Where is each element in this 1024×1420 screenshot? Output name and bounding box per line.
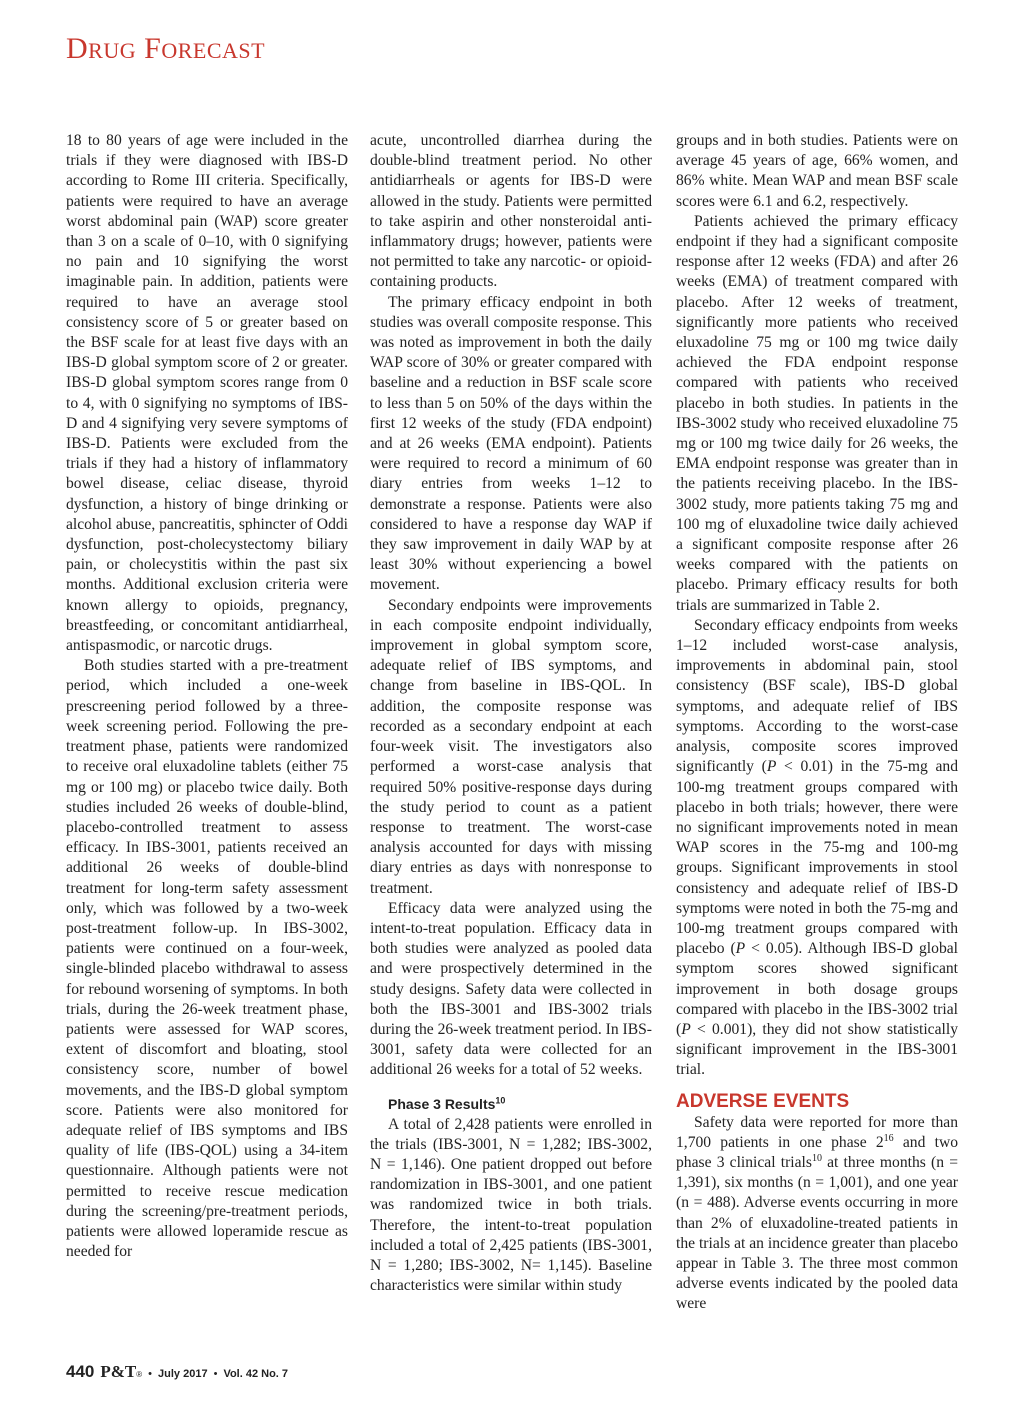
column-1: [66, 131, 348, 1262]
running-header: DRUG FORECAST: [66, 32, 266, 65]
paragraph: The primary efficacy endpoint in both studies was overall composite response. This was noted as improvement in both the daily WAP score of 30% or greater compared with baseline and a reduction in BSF scale score to less than 5 on 50% of the days within the first 12 weeks of the study (FDA endpoint) and at 26 weeks (EMA endpoint). Patients were required to record a minimum of 60 diary entries from weeks 1–12 to demonstrate a response. Patients were also considered to have a response day WAP if they saw improvement in daily WAP by at least 30% without experiencing a bowel movement.: [370, 293, 652, 594]
paragraph: Secondary efficacy endpoints from weeks 1–12 included worst-case analysis, improvements in abdominal pain, stool consistency (BSF scale), IBS-D global symptoms, and adequate relief of IBS symptoms. According to the worst-case analysis, composite scores improved significantly (P < 0.01) in the 75-mg and 100-mg treatment groups compared with placebo in both trials; however, there were no significant improvements noted in mean WAP scores in the 75-mg and 100-mg groups. Significant improvements in stool consistency and adequate relief of IBS-D symptoms were noted in both the 75-mg and 100-mg treatment groups compared with placebo (P < 0.05). Although IBS-D global symptom scores showed significant improvement in both dosage groups compared with placebo in the IBS-3002 trial (P < 0.001), they did not show statistically significant improvement in the IBS-3001 trial.: [676, 616, 958, 1079]
paragraph: Efficacy data were analyzed using the intent-to-treat population. Efficacy data in both studies were analyzed as pooled data and were prospectively determined in the study designs. Safety data were collected in both the IBS-3001 and IBS-3002 trials during the 26-week treatment period. In IBS-3001, safety data were collected for an additional 26 weeks for a total of 52 weeks.: [370, 899, 652, 1079]
column-2: [370, 131, 652, 1296]
column-3: [676, 131, 958, 1315]
paragraph: groups and in both studies. Patients were on average 45 years of age, 66% women, and 86% white. Mean WAP and mean BSF scale scores were 6.1 and 6.2, respectively.: [676, 132, 958, 210]
paragraph: Safety data were reported for more than 1,700 patients in one phase $2^{16}$ and two phase 3 clinical trials$^{10}$ at three months (n = 1,391), six months (n = 1,001), and one year (n = 488). Adverse events occurring in more than 2% of eluxadoline-treated patients in the trials at an incidence greater than placebo appear in Table 3. The three most common adverse events indicated by the pooled data were: [676, 1113, 959, 1313]
issue-date: July 2017: [158, 1368, 208, 1380]
citation-ref: 10: [811, 1152, 822, 1164]
page-footer: [66, 1362, 288, 1382]
separator: •: [148, 1368, 153, 1380]
separator: •: [213, 1368, 218, 1380]
section-heading-adverse-events: ADVERSE EVENTS: [676, 1090, 850, 1112]
page-number: 440: [66, 1362, 95, 1381]
paragraph: A total of 2,428 patients were enrolled in the trials (IBS-3001, N = 1,282; IBS-3002, N = 1,146). One patient dropped out before randomization in IBS-3001, and one patient was randomized twice in both trials. Therefore, the intent-to-treat population included a total of 2,425 patients (IBS-3001, N = 1,280; IBS-3002, N= 1,145). Baseline characteristics were similar within study: [370, 1115, 652, 1295]
paragraph: Both studies started with a pre-treatment period, which included a one-week prescreening period followed by a three-week screening period. Following the pre-treatment phase, patients were randomized to receive oral eluxadoline tablets (either 75 mg or 100 mg) or placebo twice daily. Both studies included 26 weeks of double-blind, placebo-controlled treatment to assess efficacy. In IBS-3001, patients received an additional 26 weeks of double-blind treatment for long-term safety assessment only, which was followed by a two-week post-treatment follow-up. In IBS-3002, patients were continued on a four-week, single-blinded placebo withdrawal to assess for rebound worsening of symptoms. In both trials, during the 26-week treatment phase, patients were assessed for WAP scores, extent of discomfort and bloating, stool consistency score, number of bowel movements, and the IBS-D global symptom score. Patients were also monitored for adequate relief of IBS symptoms and IBS quality of life (IBS-QOL) using a 34-item questionnaire. Although patients were not permitted to receive rescue medication during the screening/pre-treatment periods, patients were allowed loperamide rescue as needed for: [66, 657, 348, 1261]
citation-ref: 10: [495, 1094, 506, 1105]
volume-info: Vol. 42 No. 7: [223, 1368, 289, 1380]
subheading-phase3-results: Phase 3 Results$^{10}$: [388, 1094, 506, 1112]
paragraph: Secondary endpoints were improvements in each composite endpoint individually, improvement in global symptom score, adequate relief of IBS symptoms, and change from baseline in IBS-QOL. In addition, the composite response was recorded as a secondary endpoint at each four-week visit. The investigators also performed a worst-case analysis that required 50% positive-response days during the study period to count as a patient response to treatment. The worst-case analysis accounted for days with missing diary entries as days with nonresponse to treatment.: [370, 596, 652, 897]
paragraph: acute, uncontrolled diarrhea during the double-blind treatment period. No other antidiarrheals or agents for IBS-D were allowed in the study. Patients were permitted to take aspirin and other nonsteroidal anti-inflammatory drugs; however, patients were not permitted to take any narcotic- or opioid-containing products.: [370, 132, 652, 291]
paragraph: 18 to 80 years of age were included in the trials if they were diagnosed with IBS-D according to Rome III criteria. Specifically, patients were required to have an average worst abdominal pain (WAP) score greater than 3 on a scale of 0–10, with 0 signifying no pain and 10 signifying the worst imaginable pain. In addition, patients were required to have an average stool consistency score of 5 or greater based on the BSF scale for at least five days with an IBS-D global symptom score of 2 or greater. IBS-D global symptom scores range from 0 to 4, with 0 signifying no symptoms of IBS-D and 4 signifying very severe symptoms of IBS-D. Patients were excluded from the trials if they had a history of inflammatory bowel disease, celiac disease, thyroid dysfunction, a history of binge drinking or alcohol abuse, pancreatitis, sphincter of Oddi dysfunction, post-cholecystectomy biliary pain, or cholecystitis within the past six months. Additional exclusion criteria were known allergy to opioids, pregnancy, breastfeeding, or concomitant antidiarrheal, antispasmodic, or narcotic drugs.: [66, 132, 348, 655]
paragraph: Patients achieved the primary efficacy endpoint if they had a significant composite response after 12 weeks (FDA) and after 26 weeks (EMA) of treatment compared with placebo. After 12 weeks of treatment, significantly more patients who received eluxadoline 75 mg or 100 mg twice daily achieved the FDA endpoint response compared with patients who received placebo in both studies. In patients in the IBS-3002 study who received eluxadoline 75 mg or 100 mg twice daily for 26 weeks, the EMA endpoint response was greater than in the patients receiving placebo. In the IBS-3002 study, more patients taking 75 mg and 100 mg of eluxadoline twice daily achieved a significant composite response after 26 weeks compared with the patients on placebo. Primary efficacy results for both trials are summarized in Table 2.: [676, 212, 958, 614]
citation-ref: 16: [883, 1132, 894, 1144]
journal-name: P&T®: [100, 1362, 143, 1381]
